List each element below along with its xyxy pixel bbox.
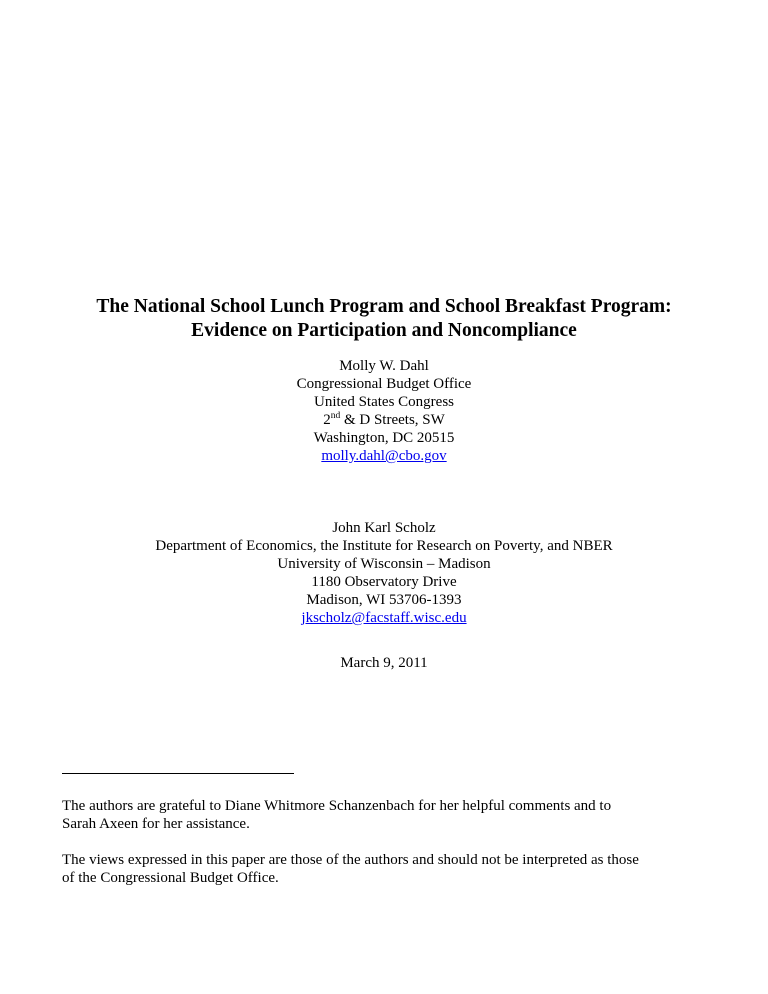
author-name: Molly W. Dahl <box>339 358 429 374</box>
paper-date: March 9, 2011 <box>340 655 428 671</box>
disclaimer-line-1: The views expressed in this paper are those of the authors and should not be interpreted as those <box>62 852 639 868</box>
author-street-address <box>40 411 728 429</box>
author-email-link[interactable]: molly.dahl@cbo.gov <box>321 448 447 464</box>
author-department: Department of Economics, the Institute for Research on Poverty, and NBER <box>155 538 613 554</box>
acknowledgment-line-2: Sarah Axeen for her assistance. <box>62 816 250 832</box>
disclaimer-note <box>62 851 712 887</box>
author-city: Madison, WI 53706-1393 <box>306 592 462 608</box>
author-city: Washington, DC 20515 <box>313 430 455 446</box>
author-university: University of Wisconsin – Madison <box>277 556 491 572</box>
author-name: John Karl Scholz <box>332 520 436 536</box>
footnote-divider <box>62 773 294 774</box>
author-organization-parent: United States Congress <box>314 394 454 410</box>
paper-title <box>40 295 728 343</box>
acknowledgment-line-1: The authors are grateful to Diane Whitmore Schanzenbach for her helpful comments and to <box>62 798 612 814</box>
author-street-address: 1180 Observatory Drive <box>311 574 457 590</box>
street-name: & D Streets, SW <box>340 412 445 428</box>
author-block-dahl <box>40 357 728 465</box>
author-block-scholz <box>40 519 728 627</box>
paper-title-line-1: The National School Lunch Program and School Breakfast Program: <box>96 296 672 317</box>
paper-title-line-2: Evidence on Participation and Noncompliance <box>191 320 577 341</box>
disclaimer-line-2: of the Congressional Budget Office. <box>62 870 279 886</box>
author-organization: Congressional Budget Office <box>296 376 472 392</box>
street-number: 2 <box>323 412 331 428</box>
author-email-link[interactable]: jkscholz@facstaff.wisc.edu <box>301 610 467 626</box>
acknowledgment-note <box>62 797 712 833</box>
ordinal-suffix: nd <box>330 411 341 421</box>
